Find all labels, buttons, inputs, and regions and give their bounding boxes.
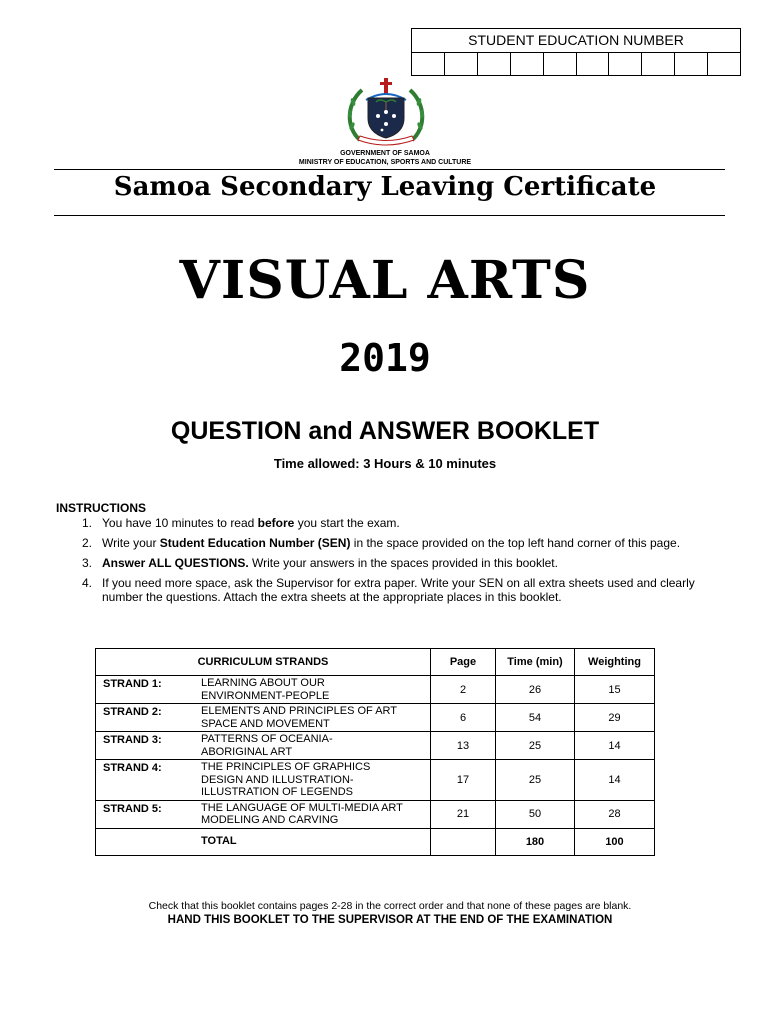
booklet-title: QUESTION and ANSWER BOOKLET <box>170 417 600 445</box>
divider <box>54 215 725 216</box>
sen-cell[interactable] <box>642 53 675 76</box>
instruction-number: 2. <box>81 536 92 550</box>
strands-table-body <box>96 676 655 829</box>
instruction-text <box>102 556 706 570</box>
government-label: GOVERNMENT OF SAMOA <box>340 150 430 157</box>
total-label: TOTAL <box>197 828 431 855</box>
instruction-text <box>102 516 706 530</box>
strand-description-line: PATTERNS OF OCEANIA- <box>201 733 333 745</box>
instruction-emphasis: before <box>257 516 295 530</box>
instruction-segment: you start the exam. <box>294 516 400 530</box>
sen-cell[interactable] <box>708 53 740 76</box>
strand-page: 21 <box>431 800 496 828</box>
strand-description-line: MODELING AND CARVING <box>201 814 339 826</box>
strand-time: 26 <box>496 676 575 704</box>
instruction-number: 4. <box>81 576 92 590</box>
instruction-segment: in the space provided on the top left hand corner of this page. <box>350 536 681 550</box>
strand-description-line: THE LANGUAGE OF MULTI-MEDIA ART <box>201 801 403 814</box>
instructions-heading: INSTRUCTIONS <box>56 501 146 515</box>
header-time: Time (min) <box>496 649 575 676</box>
instruction-text <box>102 576 706 604</box>
time-allowed: Time allowed: 3 Hours & 10 minutes <box>273 456 497 471</box>
strand-weighting: 14 <box>575 732 655 760</box>
divider <box>54 169 725 170</box>
instruction-emphasis: Answer ALL QUESTIONS. <box>102 556 249 570</box>
hand-in-note: HAND THIS BOOKLET TO THE SUPERVISOR AT THE END OF THE EXAMINATION <box>167 914 613 926</box>
strand-weighting: 15 <box>575 676 655 704</box>
exam-year: 2019 <box>339 336 431 380</box>
instruction-item <box>56 516 706 530</box>
table-row <box>96 676 655 704</box>
page-check-note: Check that this booklet contains pages 2-28 in the correct order and that none of these pages are blank. <box>148 900 632 912</box>
sen-title: STUDENT EDUCATION NUMBER <box>412 29 740 53</box>
strand-description <box>197 800 431 828</box>
table-header-row <box>96 649 655 676</box>
strand-description-line: ABORIGINAL ART <box>201 745 293 758</box>
strand-description <box>197 704 431 732</box>
strand-description <box>197 760 431 801</box>
strand-weighting: 28 <box>575 800 655 828</box>
total-weighting: 100 <box>575 828 655 855</box>
instruction-segment: You have 10 minutes to read <box>102 516 258 530</box>
ministry-label: MINISTRY OF EDUCATION, SPORTS AND CULTURE <box>298 159 472 166</box>
table-row <box>96 732 655 760</box>
total-page <box>431 828 496 855</box>
certificate-title: Samoa Secondary Leaving Certificate <box>113 172 657 202</box>
strand-label: STRAND 5: <box>96 800 198 828</box>
header-strands: CURRICULUM STRANDS <box>96 649 431 676</box>
strand-label: STRAND 1: <box>96 676 198 704</box>
strand-time: 25 <box>496 732 575 760</box>
strand-page: 2 <box>431 676 496 704</box>
strand-description-line: LEARNING ABOUT OUR <box>201 677 325 689</box>
table-row <box>96 704 655 732</box>
sen-cell[interactable] <box>675 53 708 76</box>
total-time: 180 <box>496 828 575 855</box>
strand-page: 13 <box>431 732 496 760</box>
sen-cell[interactable] <box>544 53 577 76</box>
strand-label: STRAND 4: <box>96 760 198 801</box>
sen-cell[interactable] <box>577 53 610 76</box>
instructions-list <box>56 516 706 610</box>
instruction-item <box>56 556 706 570</box>
sen-cell[interactable] <box>412 53 445 76</box>
total-row <box>96 828 655 855</box>
strand-description-line: SPACE AND MOVEMENT <box>201 717 330 730</box>
strand-description-line: THE PRINCIPLES OF GRAPHICS <box>201 761 371 773</box>
instruction-item <box>56 576 706 604</box>
header-weighting: Weighting <box>575 649 655 676</box>
instruction-segment: Write your <box>102 536 160 550</box>
strand-label: STRAND 2: <box>96 704 198 732</box>
instruction-text <box>102 536 706 550</box>
strand-description <box>197 676 431 704</box>
strand-label: STRAND 3: <box>96 732 198 760</box>
sen-cell[interactable] <box>609 53 642 76</box>
table-row <box>96 800 655 828</box>
strand-description-line: ILLUSTRATION OF LEGENDS <box>201 786 353 798</box>
strands-table <box>95 648 655 856</box>
strand-weighting: 14 <box>575 760 655 801</box>
sen-cell[interactable] <box>445 53 478 76</box>
sen-cells <box>412 53 740 76</box>
samoa-crest-icon <box>340 78 432 148</box>
instruction-segment: If you need more space, ask the Supervisor for extra paper. Write your SEN on all extra sheets used and clearly number the questions. Attach the extra sheets at the appropriate places in this booklet. <box>102 576 695 604</box>
subject-title: VISUAL ARTS <box>179 250 591 311</box>
instruction-emphasis: Student Education Number (SEN) <box>159 536 351 550</box>
strand-page: 6 <box>431 704 496 732</box>
header-page: Page <box>431 649 496 676</box>
instruction-number: 3. <box>81 556 92 570</box>
strand-time: 25 <box>496 760 575 801</box>
table-row <box>96 760 655 801</box>
instruction-number: 1. <box>81 516 92 530</box>
instruction-segment: Write your answers in the spaces provided in this booklet. <box>248 556 558 570</box>
instruction-item <box>56 536 706 550</box>
strand-description <box>197 732 431 760</box>
sen-box <box>411 28 741 76</box>
strand-description-line: DESIGN AND ILLUSTRATION- <box>201 773 354 786</box>
strand-weighting: 29 <box>575 704 655 732</box>
strand-time: 50 <box>496 800 575 828</box>
sen-cell[interactable] <box>478 53 511 76</box>
strand-time: 54 <box>496 704 575 732</box>
sen-cell[interactable] <box>511 53 544 76</box>
strand-page: 17 <box>431 760 496 801</box>
strand-description-line: ELEMENTS AND PRINCIPLES OF ART <box>201 705 398 717</box>
strand-description-line: ENVIRONMENT-PEOPLE <box>201 689 330 702</box>
